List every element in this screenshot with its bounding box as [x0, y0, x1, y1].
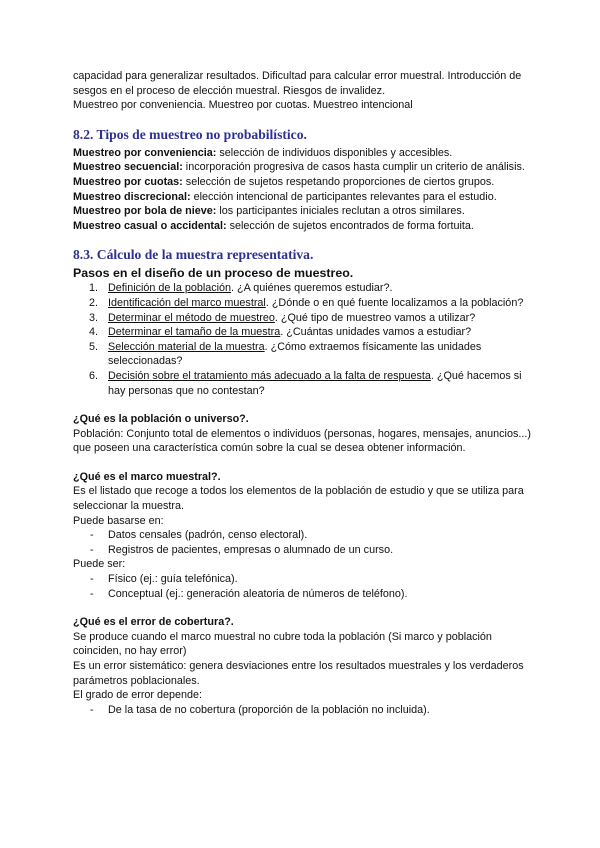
list-item	[73, 543, 533, 558]
step-question: . ¿Cuántas unidades vamos a estudiar?	[280, 326, 472, 339]
sampling-steps-list	[73, 281, 533, 398]
steps-subtitle: Pasos en el diseño de un proceso de muestreo.	[73, 266, 354, 281]
definition-item	[73, 175, 533, 190]
step-title: Identificación del marco muestral	[108, 296, 266, 309]
definition-desc: elección intencional de participantes relevantes para el estudio.	[190, 190, 497, 203]
step-number: 4.	[89, 326, 99, 339]
coverage-error-text-1: Se produce cuando el marco muestral no cubre toda la población (Si marco y población coinciden, no hay error)	[73, 630, 492, 658]
definition-desc: selección de sujetos encontrados de forma fortuita.	[226, 219, 474, 232]
population-definition: Población: Conjunto total de elementos o individuos (personas, hogares, mensajes, anuncios...) que poseen una característica común sobre la cual se desea obtener información.	[73, 427, 531, 455]
list-item	[73, 340, 533, 369]
step-title: Definición de la población	[108, 282, 232, 295]
dash-bullet: -	[90, 703, 94, 716]
definition-term: Muestreo discrecional:	[73, 190, 191, 203]
grado-label: El grado de error depende:	[73, 689, 203, 702]
dash-bullet: -	[90, 543, 94, 556]
step-number: 5.	[89, 340, 99, 353]
definition-item	[73, 146, 533, 161]
step-number: 3.	[89, 311, 99, 324]
definition-term: Muestreo casual o accidental:	[73, 219, 227, 232]
definition-desc: selección de individuos disponibles y accesibles.	[216, 146, 453, 159]
list-item	[73, 572, 533, 587]
definition-term: Muestreo por cuotas:	[73, 175, 183, 188]
step-question: . ¿A quiénes queremos estudiar?.	[231, 282, 393, 295]
step-title: Selección material de la muestra	[108, 340, 265, 353]
list-item	[73, 703, 533, 718]
step-title: Decisión sobre el tratamiento más adecuado a la falta de respuesta	[108, 369, 431, 382]
document-page	[73, 69, 533, 717]
list-item-text: Registros de pacientes, empresas o alumnado de un curso.	[108, 543, 394, 556]
step-title: Determinar el tamaño de la muestra	[108, 326, 281, 339]
list-item	[73, 369, 533, 398]
list-item-text: De la tasa de no cobertura (proporción de la población no incluida).	[108, 703, 430, 716]
list-item	[73, 311, 533, 326]
definition-item	[73, 204, 533, 219]
step-title: Determinar el método de muestreo	[108, 311, 275, 324]
sampling-frame-definition: Es el listado que recoge a todos los elementos de la población de estudio y que se utiliza para seleccionar la muestra.	[73, 485, 524, 513]
sampling-types-list	[73, 146, 533, 234]
definition-item	[73, 219, 533, 234]
definition-item	[73, 190, 533, 205]
ser-list	[73, 572, 533, 601]
ser-label: Puede ser:	[73, 558, 126, 571]
basarse-list	[73, 528, 533, 557]
dash-bullet: -	[90, 529, 94, 542]
list-item	[73, 325, 533, 340]
question-population-heading: ¿Qué es la población o universo?.	[73, 413, 249, 426]
definition-term: Muestreo por conveniencia:	[73, 146, 217, 159]
step-question: . ¿Dónde o en qué fuente localizamos a la población?	[265, 296, 524, 309]
list-item	[73, 587, 533, 602]
step-question: . ¿Cómo extraemos físicamente las unidades seleccionadas?	[108, 340, 482, 368]
grado-list	[73, 703, 533, 718]
dash-bullet: -	[90, 587, 94, 600]
definition-desc: incorporación progresiva de casos hasta cumplir un criterio de análisis.	[182, 161, 525, 174]
step-question: . ¿Qué hacemos si hay personas que no contestan?	[108, 369, 522, 397]
basarse-label: Puede basarse en:	[73, 514, 164, 527]
definition-desc: selección de sujetos respetando proporciones de ciertos grupos.	[182, 175, 495, 188]
definition-term: Muestreo secuencial:	[73, 161, 183, 174]
list-item-text: Datos censales (padrón, censo electoral).	[108, 529, 308, 542]
intro-sampling-types: Muestreo por conveniencia. Muestreo por cuotas. Muestreo intencional	[73, 99, 413, 112]
definition-desc: los participantes iniciales reclutan a otros similares.	[216, 205, 465, 218]
dash-bullet: -	[90, 573, 94, 586]
question-sampling-frame-heading: ¿Qué es el marco muestral?.	[73, 470, 221, 483]
list-item-text: Conceptual (ej.: generación aleatoria de números de teléfono).	[108, 587, 408, 600]
list-item	[73, 296, 533, 311]
step-number: 1.	[89, 282, 99, 295]
step-number: 6.	[89, 369, 99, 382]
step-number: 2.	[89, 296, 99, 309]
definition-item	[73, 160, 533, 175]
list-item-text: Físico (ej.: guía telefónica).	[108, 573, 238, 586]
definition-term: Muestreo por bola de nieve:	[73, 205, 217, 218]
list-item	[73, 281, 533, 296]
step-question: . ¿Qué tipo de muestreo vamos a utilizar?	[274, 311, 476, 324]
section-8-2-heading: 8.2. Tipos de muestreo no probabilístico.	[73, 126, 307, 142]
coverage-error-text-2: Es un error sistemático: genera desviaciones entre los resultados muestrales y los verdaderos parámetros poblacionales.	[73, 660, 524, 687]
intro-paragraph: capacidad para generalizar resultados. Dificultad para calcular error muestral. Introducción de sesgos en el proceso de elección muestral. Riesgos de invalidez.	[73, 70, 522, 97]
list-item	[73, 528, 533, 543]
question-coverage-error-heading: ¿Qué es el error de cobertura?.	[73, 616, 234, 629]
section-8-3-heading: 8.3. Cálculo de la muestra representativa.	[73, 247, 314, 263]
